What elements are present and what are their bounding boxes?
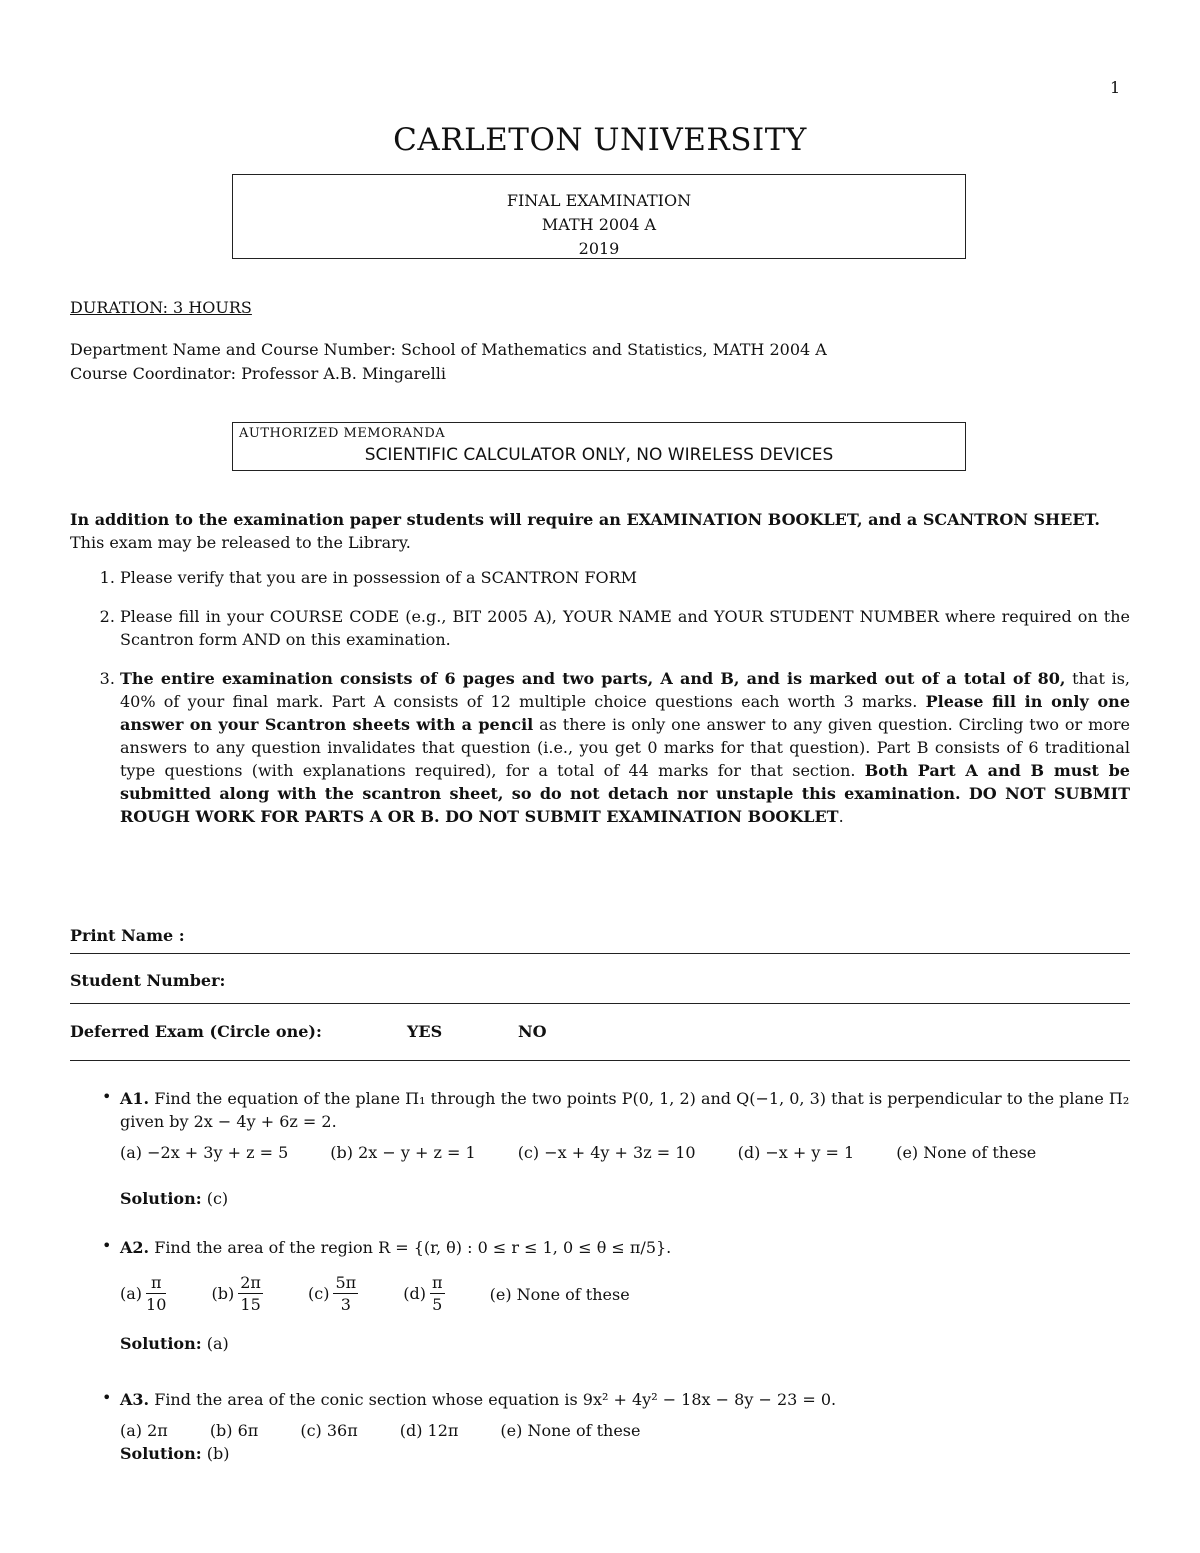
question-a3-options — [120, 1419, 1130, 1442]
option-letter: (b) — [211, 1284, 235, 1303]
question-a2-text — [120, 1236, 1130, 1259]
question-label: A2. — [120, 1238, 150, 1257]
answer-option: (d) 12π — [399, 1421, 459, 1440]
instruction-item: 2. Please fill in your COURSE CODE (e.g., BIT 2005 A), YOUR NAME and YOUR STUDENT NUMBER where required on the Scantron form AND on this examination. — [120, 605, 1130, 651]
duration: DURATION: 3 HOURS — [70, 298, 252, 317]
solution-value: (b) — [201, 1444, 230, 1463]
question-label: A3. — [120, 1390, 150, 1409]
solution-label: Solution: — [120, 1444, 202, 1463]
answer-option: (e) None of these — [500, 1421, 641, 1440]
answer-option: (b) 6π — [209, 1421, 259, 1440]
question-a3-text — [120, 1388, 1130, 1411]
instruction-text: Both Part A and B must be submitted along with the scantron sheet, so do not detach nor unstaple this examination. DO NOT SUBMIT ROUGH WORK FOR PARTS A OR B. DO NOT SUBMIT EXAMINATION BOOKLET — [120, 761, 1130, 826]
bullet-icon: • — [102, 1236, 112, 1255]
answer-option: (d) −x + y = 1 — [737, 1143, 855, 1162]
option-letter: (c) — [308, 1284, 330, 1303]
fraction-numerator: 2π — [240, 1273, 261, 1292]
question-a1 — [120, 1087, 1130, 1210]
fraction-denominator: 15 — [240, 1295, 261, 1314]
fraction-numerator: π — [432, 1273, 443, 1292]
coordinator-line: Course Coordinator: Professor A.B. Mingarelli — [70, 364, 446, 383]
memoranda-box — [232, 422, 966, 471]
instruction-text: that is, 40% of your final mark. Part A consists of 12 multiple choice questions each worth 3 marks. — [120, 669, 1130, 711]
course-info — [70, 338, 827, 386]
answer-option: (a) 2π — [120, 1421, 168, 1440]
exam-year: 2019 — [578, 239, 620, 258]
answer-option: (e) None of these — [489, 1285, 630, 1304]
solution-label: Solution: — [120, 1334, 202, 1353]
answer-option — [308, 1273, 362, 1316]
deferred-exam-label: Deferred Exam (Circle one): — [70, 1022, 322, 1041]
deferred-no-option[interactable]: NO — [518, 1022, 547, 1041]
instruction-text: Please fill in only one answer on your Scantron sheets with a pencil — [120, 692, 1130, 734]
answer-option: (c) 36π — [300, 1421, 358, 1440]
question-a3 — [120, 1388, 1130, 1465]
question-label: A1. — [120, 1089, 150, 1108]
option-letter: (d) — [403, 1284, 426, 1303]
solution-label: Solution: — [120, 1189, 202, 1208]
option-fraction — [333, 1273, 358, 1316]
answer-option — [120, 1273, 170, 1316]
answer-option: (c) −x + 4y + 3z = 10 — [517, 1143, 696, 1162]
fraction-denominator: 10 — [146, 1295, 167, 1314]
student-number-label: Student Number: — [70, 971, 226, 990]
print-name-line[interactable] — [70, 953, 1130, 954]
question-body: Find the equation of the plane Π₁ through the two points P(0, 1, 2) and Q(−1, 0, 3) that is perpendicular to the plane Π₂ given by 2x − 4y + 6z = 2. — [120, 1089, 1130, 1131]
print-name-label: Print Name : — [70, 926, 185, 945]
option-fraction — [146, 1273, 166, 1316]
option-letter: (a) — [120, 1284, 143, 1303]
answer-option: (b) 2x − y + z = 1 — [330, 1143, 476, 1162]
instructions-list — [70, 566, 1130, 844]
instruction-text: . — [838, 807, 844, 826]
solution-value: (c) — [201, 1189, 229, 1208]
deferred-line — [70, 1060, 1130, 1061]
deferred-yes-option[interactable]: YES — [407, 1022, 443, 1041]
fraction-numerator: π — [146, 1273, 166, 1294]
instruction-item: 1. Please verify that you are in possession of a SCANTRON FORM — [120, 566, 1130, 589]
question-a2-options — [120, 1273, 1130, 1316]
answer-option — [403, 1273, 448, 1316]
page-number: 1 — [1110, 78, 1121, 97]
answer-option: (e) None of these — [896, 1143, 1037, 1162]
question-a1-options — [120, 1141, 1130, 1164]
university-title: CARLETON UNIVERSITY — [393, 122, 807, 158]
option-fraction — [238, 1273, 263, 1316]
question-a1-solution — [120, 1187, 1130, 1210]
memoranda-label: AUTHORIZED MEMORANDA — [239, 426, 446, 441]
answer-option: (a) −2x + 3y + z = 5 — [120, 1143, 289, 1162]
question-a2 — [120, 1236, 1130, 1355]
student-number-line[interactable] — [70, 1003, 1130, 1004]
instruction-text: as there is only one answer to any given question. Circling two or more answers to any question invalidates that question (i.e., you get 0 marks for that question). Part B consists of 6 traditional type questions (with explanations required), for a total of 44 marks for that section. — [120, 715, 1131, 780]
fraction-denominator: 3 — [340, 1295, 351, 1314]
question-body: Find the area of the region R = {(r, θ) : 0 ≤ r ≤ 1, 0 ≤ θ ≤ π/5}. — [149, 1238, 672, 1257]
answer-option — [211, 1273, 266, 1316]
fraction-denominator: 5 — [432, 1295, 443, 1314]
instruction-item — [120, 667, 1130, 828]
question-a2-solution — [120, 1332, 1130, 1355]
department-line: Department Name and Course Number: School of Mathematics and Statistics, MATH 2004 A — [70, 340, 827, 359]
question-body: Find the area of the conic section whose equation is 9x² + 4y² − 18x − 8y − 23 = 0. — [149, 1390, 837, 1409]
intro-normal: This exam may be released to the Library. — [70, 533, 411, 552]
instruction-text: The entire examination consists of 6 pages and two parts, A and B, and is marked out of a total of 80, — [120, 669, 1066, 688]
exam-title-box — [232, 174, 966, 259]
exam-type: FINAL EXAMINATION — [506, 191, 692, 210]
question-a1-text — [120, 1087, 1130, 1133]
question-a3-solution — [120, 1442, 1130, 1465]
bullet-icon: • — [102, 1388, 112, 1407]
solution-value: (a) — [201, 1334, 229, 1353]
intro-bold: In addition to the examination paper students will require an EXAMINATION BOOKLET, and a SCANTRON SHEET. — [70, 510, 1100, 529]
bullet-icon: • — [102, 1087, 112, 1106]
option-fraction — [430, 1273, 445, 1316]
course-code: MATH 2004 A — [541, 215, 657, 234]
fraction-numerator: 5π — [335, 1273, 357, 1292]
memoranda-text: SCIENTIFIC CALCULATOR ONLY, NO WIRELESS DEVICES — [364, 445, 834, 465]
intro-paragraph — [70, 508, 1130, 554]
